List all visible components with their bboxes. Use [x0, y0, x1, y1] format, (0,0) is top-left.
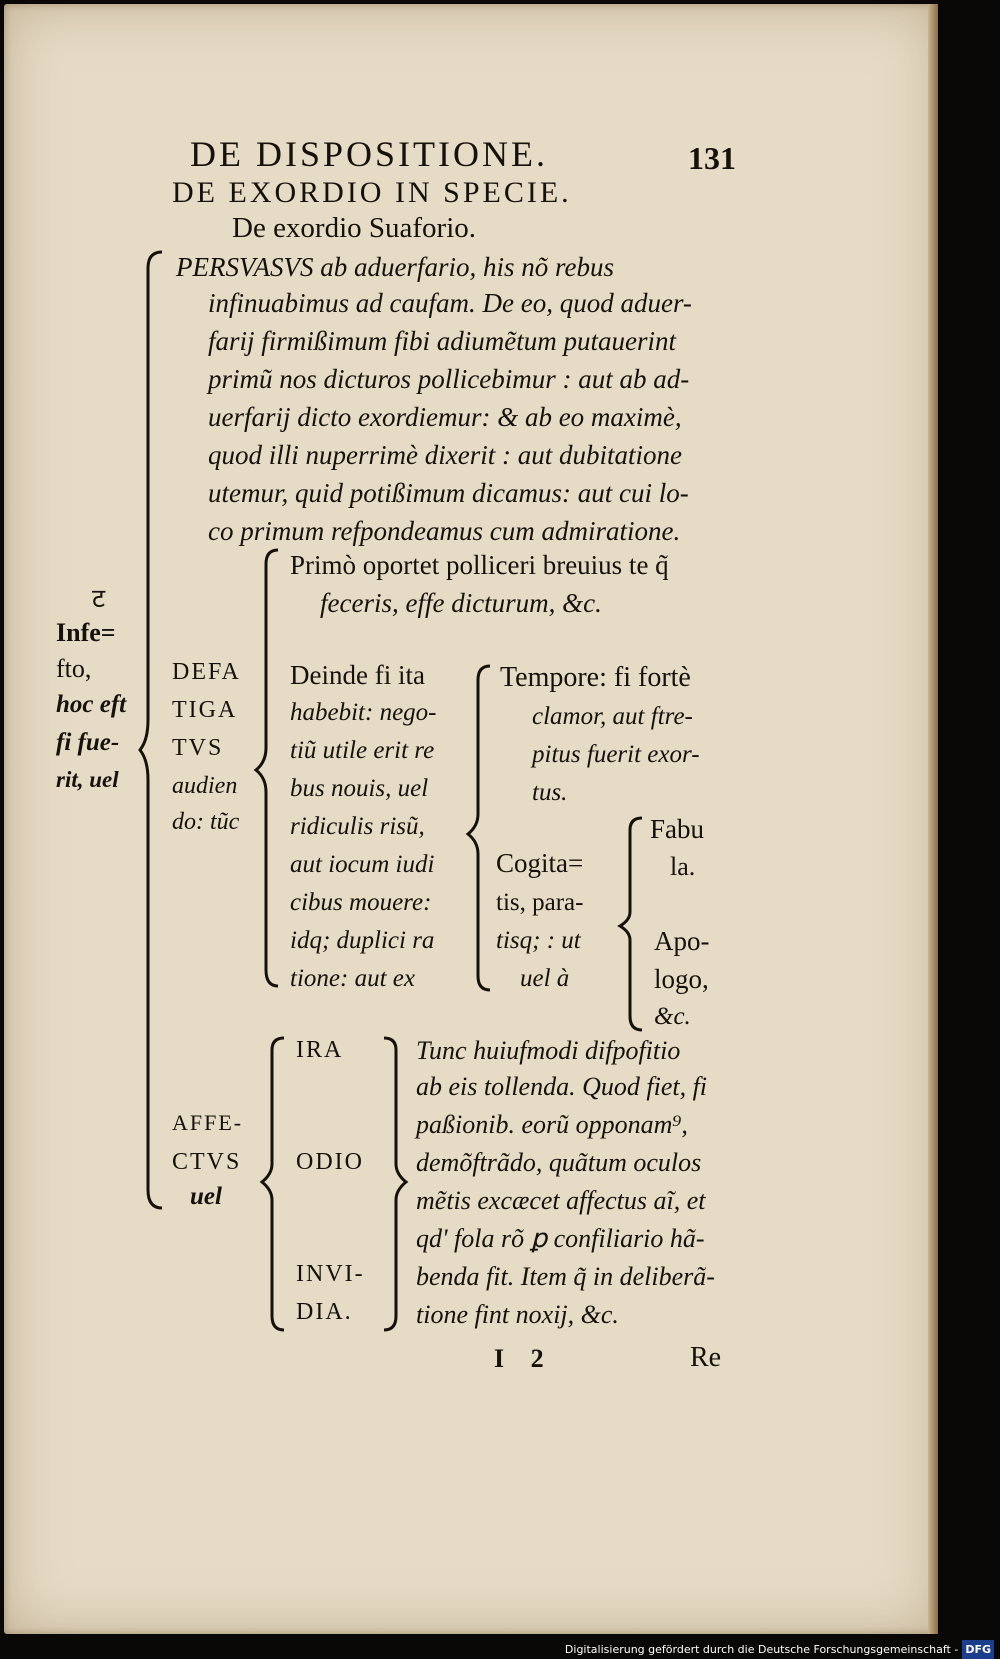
- cogitatis-line: tis, para-: [496, 889, 584, 916]
- persuasus-line: infinuabimus ad caufam. De eo, quod aduer-: [208, 288, 692, 318]
- fabula-line: Fabu: [650, 814, 704, 844]
- deinde-line: tiũ utile erit re: [290, 737, 435, 764]
- persuasus-line: quod illi nuperrimè dixerit : aut dubitatione: [208, 440, 682, 470]
- affectus-label: AFFE-: [172, 1110, 244, 1135]
- affectus-text-line: demõftrãdo, quãtum oculos: [416, 1148, 702, 1177]
- cogitatis-line: tisq; : ut: [496, 927, 581, 954]
- running-head: DE DISPOSITIONE.: [190, 134, 548, 174]
- affectus-text-line: mẽtis excæcet affectus aĩ, et: [416, 1186, 706, 1215]
- deinde-line: idq; duplici ra: [290, 927, 435, 954]
- deinde-line: Deinde fi ita: [290, 660, 425, 690]
- affectus-text-line: tione fint noxij, &c.: [416, 1300, 619, 1329]
- persuasus-line: utemur, quid potißimum dicamus: aut cui lo-: [208, 478, 689, 508]
- primo-line: feceris, effe dicturum, &c.: [320, 588, 602, 618]
- persuasus-line: uerfarij dicto exordiemur: & ab eo maximè,: [208, 402, 682, 432]
- deinde-line: habebit: nego-: [290, 699, 437, 726]
- defatigatus-label: TIGA: [172, 697, 238, 723]
- tempore-line: tus.: [532, 779, 568, 806]
- margin-line: fi fue-: [56, 729, 120, 756]
- tempore-line: pitus fuerit exor-: [532, 741, 700, 768]
- persuasus-line: primũ nos dicturos pollicebimur : aut ab ad-: [208, 364, 690, 394]
- defatigatus-label: do: tũc: [172, 809, 240, 835]
- apologo-line: logo,: [654, 964, 709, 994]
- outer-brace: [138, 250, 168, 1210]
- margin-mark: ट: [92, 584, 106, 613]
- affectus-label: CTVS: [172, 1149, 242, 1175]
- page-edge: [928, 4, 938, 1634]
- credit-text: Digitalisierung gefördert durch die Deutsche Forschungsgemeinschaft -: [564, 1643, 959, 1656]
- primo-line: Primò oportet polliceri breuius te q̃: [290, 550, 669, 580]
- deinde-line: bus nouis, uel: [290, 775, 429, 802]
- affectus-brace: [258, 1036, 288, 1332]
- tempore-line: Tempore: fi fortè: [500, 662, 691, 693]
- persuasus-line: farij firmißimum fibi adiumẽtum putauerint: [208, 326, 677, 356]
- digitization-credit: [560, 1640, 1000, 1659]
- fabula-line: la.: [670, 852, 696, 881]
- persuasus-line: PERSVASVS ab aduerfario, his nõ rebus: [176, 252, 614, 282]
- defatigatus-label: TVS: [172, 735, 224, 761]
- passion-ira: IRA: [296, 1037, 344, 1063]
- apologo-line: Apo-: [654, 926, 710, 956]
- passion-odio: ODIO: [296, 1149, 364, 1175]
- cogitatis-line: uel à: [520, 965, 570, 992]
- tempore-line: clamor, aut ftre-: [532, 703, 693, 730]
- affectus-text-line: qd' fola rõ ꝑ confiliario hã-: [416, 1224, 705, 1253]
- subtitle: De exordio Suaforio.: [232, 212, 477, 244]
- catchword: Re: [690, 1342, 722, 1373]
- signature-mark: I 2: [494, 1344, 554, 1373]
- affectus-label: uel: [190, 1183, 222, 1210]
- deinde-brace: [464, 664, 494, 994]
- affectus-text-line: paßionib. eorũ opponam⁹,: [416, 1110, 688, 1139]
- affectus-text-line: Tunc huiufmodi difpofitio: [416, 1036, 681, 1065]
- margin-line: rit, uel: [56, 767, 119, 792]
- defatigatus-brace: [252, 548, 282, 988]
- deinde-line: tione: aut ex: [290, 965, 415, 992]
- deinde-line: aut iocum iudi: [290, 851, 435, 878]
- margin-line: hoc eft: [56, 691, 127, 718]
- passion-invidia: DIA.: [296, 1299, 353, 1325]
- margin-line: Infe=: [56, 618, 116, 647]
- margin-line: fto,: [56, 654, 92, 683]
- deinde-line: cibus mouere:: [290, 889, 432, 916]
- defatigatus-label: audien: [172, 773, 238, 799]
- affectus-text-line: benda fit. Item q̃ in deliberã-: [416, 1262, 715, 1291]
- deinde-line: ridiculis risũ,: [290, 813, 425, 840]
- cogitatis-brace: [616, 816, 646, 1032]
- persuasus-line: co primum refpondeamus cum admiratione.: [208, 516, 681, 546]
- defatigatus-label: DEFA: [172, 659, 241, 685]
- apologo-line: &c.: [654, 1003, 691, 1030]
- passion-invidia: INVI-: [296, 1261, 365, 1287]
- affectus-text-line: ab eis tollenda. Quod fiet, fi: [416, 1072, 708, 1101]
- cogitatis-line: Cogita=: [496, 848, 584, 878]
- passions-brace: [380, 1036, 410, 1332]
- page-number: 131: [688, 140, 736, 176]
- dfg-logo: DFG: [962, 1640, 994, 1659]
- section-title: DE EXORDIO IN SPECIE.: [172, 176, 572, 209]
